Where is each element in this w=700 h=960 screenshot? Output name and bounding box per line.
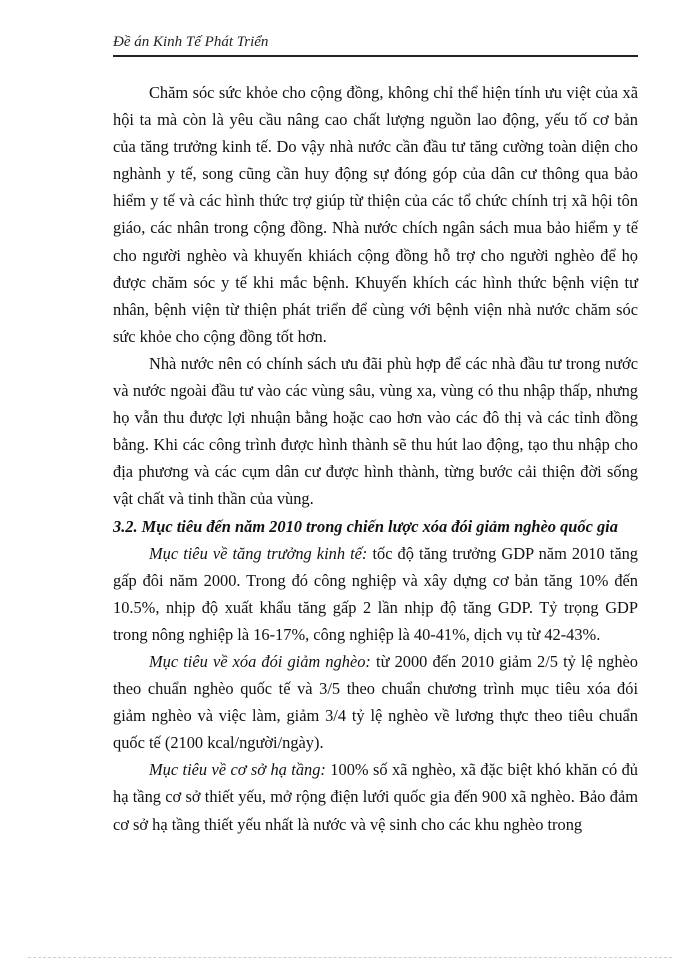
page-header-title: Đề án Kinh Tế Phát Triển [113,34,269,50]
goal-text: từ 2000 đến 2010 giảm 2/5 tỷ lệ nghèo theo chuẩn nghèo quốc tế và 3/5 theo chuẩn chương trình mục tiêu xóa đói giảm nghèo và việc làm, giảm 3/4 tỷ lệ nghèo về lương thực theo tiêu chuẩn quốc tế (2100 kcal/người/ngày). [113,651,638,753]
goal-lead: Mục tiêu về cơ sở hạ tầng: [149,760,326,780]
paragraph-healthcare: Chăm sóc sức khỏe cho cộng đồng, không chỉ thể hiện tính ưu việt của xã hội ta mà còn là yêu cầu nâng cao chất lượng nguồn lao động, yếu tố cơ bản của tăng trưởng kinh tế. Do vậy nhà nước cần đầu tư tăng cường toàn diện cho nghành y tế, song cũng cần huy động sự đóng góp của dân cư thông qua bảo hiểm y tế và các hình thức trợ giúp từ thiện của các tổ chức chính trị xã hội tôn giáo, các nhân trong cộng đồng. Nhà nước chích ngân sách mua bảo hiểm y tế cho người nghèo và khuyến khiách cộng đồng hỗ trợ cho người nghèo để họ được chăm sóc y tế khi mắc bệnh. Khuyến khích các hình thức bệnh viện tư nhân, bệnh viện từ thiện phát triển để cùng với bệnh viện nhà nước chăm sóc sức khỏe cho cộng đồng tốt hơn. [113,83,638,346]
goal-lead: Mục tiêu về xóa đói giảm nghèo: [149,651,371,671]
goal-economic-growth [113,540,638,648]
goal-text: 100% số xã nghèo, xã đặc biệt khó khăn có đủ hạ tầng cơ sở thiết yếu, mở rộng điện lưới quốc gia đến 900 xã nghèo. Bảo đảm cơ sở hạ tầng thiết yếu nhất là nước và vệ sinh cho các khu nghèo trong [113,760,638,834]
header-divider [113,55,638,57]
paragraph-investment: Nhà nước nên có chính sách ưu đãi phù hợp để các nhà đầu tư trong nước và nước ngoài đầu tư vào các vùng sâu, vùng xa, vùng có thu nhập thấp, nhưng họ vẫn thu được lợi nhuận bằng hoặc cao hơn vào các đô thị và các tỉnh đồng bằng. Khi các công trình được hình thành sẽ thu hút lao động, tạo thu nhập cho địa phương và các cụm dân cư được hình thành, từng bước cải thiện đời sống vật chất và tinh thần của vùng. [113,353,638,509]
section-heading: 3.2. Mục tiêu đến năm 2010 trong chiến lược xóa đói giảm nghèo quốc gia [113,516,618,536]
goal-text: tốc độ tăng trưởng GDP năm 2010 tăng gấp đôi năm 2000. Trong đó công nghiệp và xây dựng cơ bản tăng 10% đến 10.5%, nhịp độ xuất khẩu tăng gấp 2 lần nhịp độ tăng GDP. Tỷ trọng GDP trong nông nghiệp là 16-17%, công nghiệp là 40-41%, dịch vụ từ 42-43%. [113,543,638,644]
goal-infrastructure [113,756,638,837]
document-body [113,79,638,838]
goal-poverty-reduction [113,648,638,756]
goal-lead: Mục tiêu về tăng trưởng kinh tế: [149,543,368,563]
page-bottom-border [28,957,672,958]
